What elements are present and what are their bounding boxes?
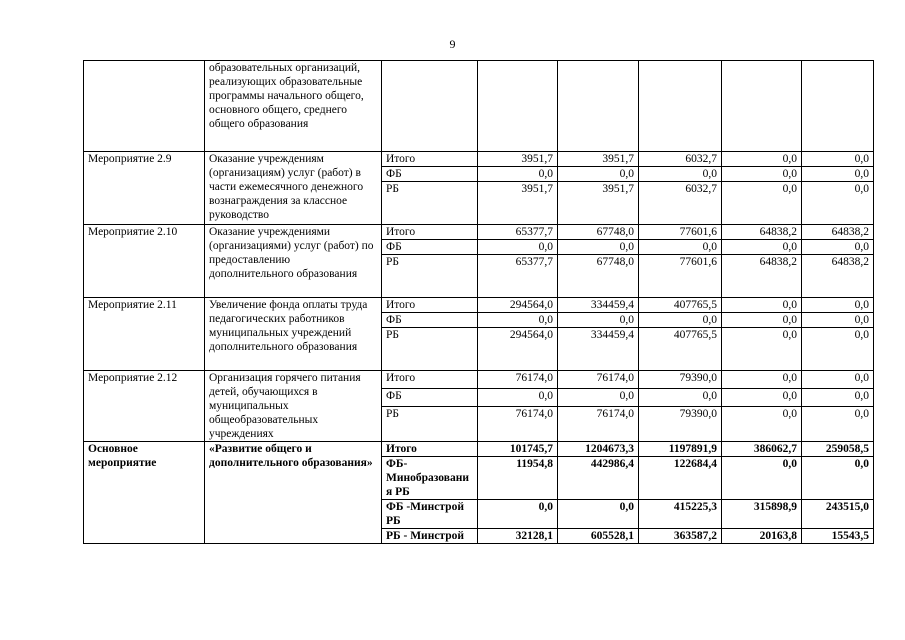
value-cell: 0,0 [802, 407, 874, 442]
measure-name: Мероприятие 2.9 [84, 152, 205, 225]
value-cell: 0,0 [802, 457, 874, 500]
value-cell: 0,0 [478, 313, 558, 328]
value-cell: 67748,0 [558, 225, 639, 240]
measure-name: Мероприятие 2.10 [84, 225, 205, 298]
blank-cell [84, 61, 205, 152]
value-cell: 122684,4 [639, 457, 722, 500]
source-label: ФБ [382, 389, 478, 407]
value-cell: 0,0 [802, 182, 874, 225]
value-cell: 0,0 [639, 389, 722, 407]
value-cell: 65377,7 [478, 255, 558, 298]
value-cell: 334459,4 [558, 328, 639, 371]
value-cell: 3951,7 [558, 152, 639, 167]
value-cell: 0,0 [802, 328, 874, 371]
measure-description: Оказание учреждениями (организациями) услуг (работ) по предоставлению дополнительного образования [205, 225, 382, 298]
value-cell: 3951,7 [478, 152, 558, 167]
value-cell: 20163,8 [722, 529, 802, 544]
continuation-row [84, 61, 874, 152]
value-cell: 0,0 [722, 389, 802, 407]
measure-name: Мероприятие 2.11 [84, 298, 205, 371]
value-cell: 0,0 [478, 167, 558, 182]
value-cell: 1197891,9 [639, 442, 722, 457]
measure-name: Основное мероприятие [84, 442, 205, 544]
value-cell: 0,0 [722, 167, 802, 182]
value-cell: 0,0 [558, 500, 639, 529]
source-label: РБ - Минстрой [382, 529, 478, 544]
measure-name: Мероприятие 2.12 [84, 371, 205, 442]
value-cell: 3951,7 [558, 182, 639, 225]
value-cell: 0,0 [722, 152, 802, 167]
value-cell: 32128,1 [478, 529, 558, 544]
value-cell: 0,0 [722, 371, 802, 389]
continuation-text: образовательных организаций, реализующих образовательные программы начального общего, основного общего, среднего общего образования [205, 61, 382, 152]
budget-table [83, 60, 874, 544]
source-label: ФБ -Минстрой РБ [382, 500, 478, 529]
value-cell: 0,0 [802, 298, 874, 313]
value-cell: 64838,2 [802, 225, 874, 240]
value-cell: 243515,0 [802, 500, 874, 529]
value-cell: 65377,7 [478, 225, 558, 240]
value-cell: 294564,0 [478, 328, 558, 371]
source-label: Итого [382, 298, 478, 313]
value-cell: 64838,2 [722, 225, 802, 240]
table-row [84, 225, 874, 240]
value-cell: 11954,8 [478, 457, 558, 500]
value-cell: 415225,3 [639, 500, 722, 529]
source-label: Итого [382, 442, 478, 457]
blank-cell [382, 61, 478, 152]
value-cell: 0,0 [478, 240, 558, 255]
value-cell: 76174,0 [558, 371, 639, 389]
value-cell: 442986,4 [558, 457, 639, 500]
value-cell: 0,0 [558, 167, 639, 182]
value-cell: 334459,4 [558, 298, 639, 313]
table-row [84, 371, 874, 389]
value-cell: 0,0 [722, 313, 802, 328]
table-row [84, 152, 874, 167]
source-label: ФБ [382, 240, 478, 255]
value-cell: 3951,7 [478, 182, 558, 225]
measure-description: Увеличение фонда оплаты труда педагогических работников муниципальных учреждений дополнительного образования [205, 298, 382, 371]
value-cell: 6032,7 [639, 152, 722, 167]
value-cell: 0,0 [639, 240, 722, 255]
value-cell: 386062,7 [722, 442, 802, 457]
measure-description: Оказание учреждениям (организациям) услуг (работ) в части ежемесячного денежного вознаграждения за классное руководство [205, 152, 382, 225]
blank-cell [478, 61, 558, 152]
blank-cell [802, 61, 874, 152]
measure-description: «Развитие общего и дополнительного образования» [205, 442, 382, 544]
value-cell: 407765,5 [639, 298, 722, 313]
source-label: Итого [382, 371, 478, 389]
value-cell: 79390,0 [639, 371, 722, 389]
value-cell: 0,0 [478, 389, 558, 407]
source-label: ФБ-Минобразования РБ [382, 457, 478, 500]
source-label: ФБ [382, 167, 478, 182]
value-cell: 1204673,3 [558, 442, 639, 457]
page-number: 9 [449, 37, 456, 51]
measure-description: Организация горячего питания детей, обучающихся в муниципальных общеобразовательных учреждениях [205, 371, 382, 442]
value-cell: 0,0 [639, 167, 722, 182]
value-cell: 0,0 [722, 457, 802, 500]
value-cell: 77601,6 [639, 255, 722, 298]
value-cell: 0,0 [722, 298, 802, 313]
value-cell: 0,0 [802, 371, 874, 389]
value-cell: 15543,5 [802, 529, 874, 544]
value-cell: 79390,0 [639, 407, 722, 442]
value-cell: 0,0 [722, 328, 802, 371]
value-cell: 259058,5 [802, 442, 874, 457]
value-cell: 0,0 [802, 152, 874, 167]
source-label: РБ [382, 328, 478, 371]
source-label: Итого [382, 225, 478, 240]
source-label: РБ [382, 407, 478, 442]
value-cell: 0,0 [722, 240, 802, 255]
source-label: Итого [382, 152, 478, 167]
value-cell: 0,0 [558, 389, 639, 407]
value-cell: 0,0 [802, 313, 874, 328]
value-cell: 605528,1 [558, 529, 639, 544]
source-label: ФБ [382, 313, 478, 328]
value-cell: 64838,2 [722, 255, 802, 298]
table-row [84, 298, 874, 313]
blank-cell [722, 61, 802, 152]
source-label: РБ [382, 255, 478, 298]
value-cell: 294564,0 [478, 298, 558, 313]
value-cell: 0,0 [558, 240, 639, 255]
value-cell: 0,0 [802, 389, 874, 407]
value-cell: 6032,7 [639, 182, 722, 225]
value-cell: 363587,2 [639, 529, 722, 544]
value-cell: 76174,0 [558, 407, 639, 442]
value-cell: 0,0 [478, 500, 558, 529]
value-cell: 76174,0 [478, 407, 558, 442]
value-cell: 0,0 [558, 313, 639, 328]
value-cell: 64838,2 [802, 255, 874, 298]
source-label: РБ [382, 182, 478, 225]
blank-cell [639, 61, 722, 152]
table-row [84, 442, 874, 457]
blank-cell [558, 61, 639, 152]
value-cell: 67748,0 [558, 255, 639, 298]
value-cell: 77601,6 [639, 225, 722, 240]
value-cell: 0,0 [802, 240, 874, 255]
value-cell: 101745,7 [478, 442, 558, 457]
value-cell: 0,0 [722, 407, 802, 442]
value-cell: 0,0 [802, 167, 874, 182]
value-cell: 407765,5 [639, 328, 722, 371]
value-cell: 315898,9 [722, 500, 802, 529]
value-cell: 0,0 [639, 313, 722, 328]
value-cell: 0,0 [722, 182, 802, 225]
value-cell: 76174,0 [478, 371, 558, 389]
